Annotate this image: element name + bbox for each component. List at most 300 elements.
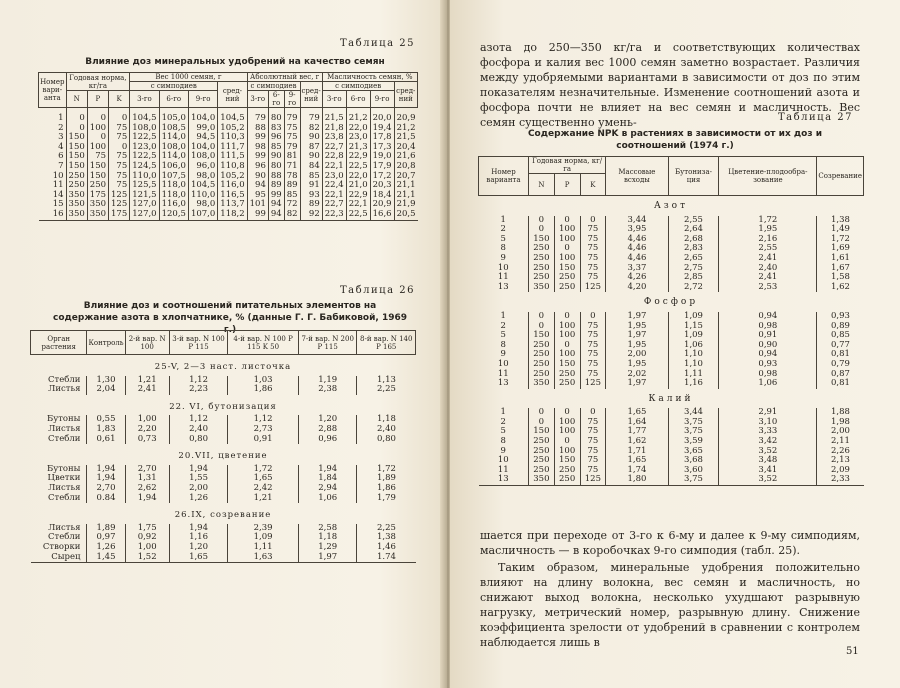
table-cell: 2,70 [87,484,125,494]
table-cell: 0,96 [298,435,357,445]
table27-h-n: N [529,174,555,196]
table-cell: 1,97 [298,553,357,563]
table-cell: 83 [268,124,284,134]
table-cell: 4,46 [606,244,668,254]
table-cell: 1,11 [668,370,719,380]
table-cell: 100 [554,350,580,360]
table-cell: 75 [580,331,606,341]
table-cell: 1,30 [87,376,125,386]
table-cell: 105,0 [159,108,188,124]
table-cell: 85 [268,143,284,153]
table-cell: 350 [529,379,555,389]
table-cell: 99 [268,191,284,201]
table27-h-k: K [580,174,606,196]
table-cell: 90 [268,152,284,162]
table26-title: Влияние доз и соотношений питательных элементов на содержание азота в хлопчатнике, % (данные Г. Г. Бабиковой, 1969 г.) [52,301,407,335]
table-cell: 13 [497,378,509,389]
table-cell: 150 [554,360,580,370]
table-cell: 75 [109,124,130,134]
table-cell: 1,18 [357,415,416,425]
table-cell: 150 [66,162,87,172]
table-cell: 4,20 [606,283,668,293]
table-cell: 10 [52,170,64,181]
table25-h-k: K [109,91,130,108]
table-cell: 125 [580,283,606,293]
table25-h-3: 3-го [247,91,268,108]
table-cell: 150 [554,456,580,466]
table-cell: 94 [268,210,284,220]
table-cell: 17,8 [370,133,394,143]
table-cell: 250 [529,244,555,254]
table-cell: 3,95 [606,225,668,235]
table25-h-seed: Вес 1000 семян, г [130,73,247,82]
table-cell: 75 [109,181,130,191]
table-cell: 5 [500,330,506,341]
table-cell: 2,55 [668,216,719,226]
table-cell: 1,21 [125,376,169,386]
table-cell: 91 [300,181,322,191]
table-row [39,108,418,124]
table-cell: 1,16 [668,379,719,389]
table-cell: 1,86 [228,385,299,395]
table-cell: 2,72 [668,283,719,293]
table-cell: 1,06 [668,341,719,351]
table25-h-dose: Годовая норма, кг/га [66,73,130,91]
table-cell: 1,95 [719,225,817,235]
table-cell: 2,39 [228,524,299,534]
table-cell: 13 [497,474,509,485]
table-cell: 1,63 [228,553,299,563]
table-cell: 0,93 [817,312,864,322]
table-cell: 0 [554,408,580,418]
table-cell: 3,33 [719,427,817,437]
table-row [31,474,416,484]
table-cell: 75 [580,264,606,274]
table-cell: 75 [580,254,606,264]
table-cell: 2,42 [228,484,299,494]
table-cell: 21,5 [322,108,346,124]
table-cell: 4,46 [606,235,668,245]
table-cell: 100 [554,254,580,264]
table-cell: 4,46 [606,254,668,264]
table-cell: 1,97 [606,331,668,341]
row-label: Бутоны [46,414,81,425]
table-cell: 0 [529,322,555,332]
section-title: 20.VII, цветение [178,451,268,462]
table-cell: 14 [52,189,64,200]
table25-h-sympod: с симподиев [247,82,300,91]
table-cell: 127,0 [130,200,159,210]
table-cell: 105,2 [218,124,247,134]
table25-h-n: N [66,91,87,108]
table27 [478,156,864,486]
row-label: Листья [48,384,81,395]
table-cell: 88 [247,124,268,134]
table-cell: 175 [109,210,130,220]
table-cell: 0,55 [87,415,125,425]
paragraph-bottom-1: шается при переходе от 3-го к 6-му и далее к 9-му симподиям, масличность — в коробочках 9-го симподия (табл. 25). [480,529,860,557]
table-cell: 1,98 [817,418,864,428]
table-cell: 3,52 [719,475,817,485]
table-cell: 8 [500,436,506,447]
table-cell: 3,59 [668,437,719,447]
table-cell: 99 [247,133,268,143]
table-cell: 94 [247,181,268,191]
table25-h-avg: сред-ний [218,82,247,108]
table-cell: 21,1 [394,191,417,201]
table-cell: 107,5 [159,172,188,182]
table-cell: 79 [247,108,268,124]
table27-h-mass: Массовые всходы [606,157,668,196]
table-cell: 1,13 [357,376,416,386]
table-cell: 10 [497,262,509,273]
table-cell: 150 [529,427,555,437]
table-cell: 21,0 [346,181,370,191]
table-cell: 250 [529,437,555,447]
table-cell: 104,5 [130,108,159,124]
table27-number: Таблица 27 [778,112,853,123]
table-cell: 0 [529,225,555,235]
table-cell: 2,26 [817,447,864,457]
table-cell: 250 [529,466,555,476]
table-cell: 20,8 [394,162,417,172]
table-row [479,312,864,322]
table-cell: 1,38 [357,533,416,543]
table25-title: Влияние доз минеральных удобрений на качество семян [85,57,385,67]
table-cell: 3,60 [668,466,719,476]
table-cell: 2,83 [668,244,719,254]
table-cell: 1,77 [606,427,668,437]
table-cell: 98,0 [188,172,217,182]
table-cell: 150 [529,331,555,341]
table-cell: 1,72 [817,235,864,245]
table-cell: 22,9 [346,152,370,162]
table-cell: 2,62 [125,484,169,494]
table-cell: 350 [66,210,87,220]
table-cell: 125 [109,191,130,201]
table-cell: 100 [554,235,580,245]
table-cell: 3 [58,132,64,143]
section-row [31,444,416,465]
table-cell: 2,00 [169,484,228,494]
table-cell: 108,0 [159,143,188,153]
table-cell: 2,00 [817,427,864,437]
table-cell: 80 [268,162,284,172]
table-cell: 5 [500,233,506,244]
table-cell: 150 [66,133,87,143]
table-cell: 75 [580,427,606,437]
table-row [31,376,416,386]
table-cell: 116,0 [218,181,247,191]
table-cell: 75 [87,152,108,162]
table-cell: 1,95 [606,322,668,332]
table-cell: 1,06 [298,494,357,504]
table-cell: 1,12 [169,415,228,425]
table-cell: 1,26 [87,543,125,553]
table-cell: 1,21 [228,494,299,504]
table-cell: 250 [529,341,555,351]
table-cell: 250 [529,447,555,457]
section-row [479,292,864,312]
table-cell: 1,97 [606,379,668,389]
table-cell: 2,58 [298,524,357,534]
table25-h-avg: сред-ний [394,82,417,108]
table-cell: 1,12 [228,415,299,425]
table-cell: 1,00 [125,415,169,425]
table-cell: 89 [268,181,284,191]
table-cell: 1,72 [357,465,416,475]
table-cell: 0,77 [817,341,864,351]
table-cell: 105,2 [218,172,247,182]
table-cell: 1,18 [298,533,357,543]
table27-h-bud: Бутониза-ция [668,157,719,196]
table-cell: 0,91 [228,435,299,445]
table-cell: 3,75 [668,475,719,485]
table-cell: 101 [247,200,268,210]
table-cell: 111,5 [218,152,247,162]
table-cell: 80 [268,108,284,124]
table-cell: 1,67 [817,264,864,274]
table-cell: 350 [66,191,87,201]
table-row [31,484,416,494]
table-cell: 22,1 [346,200,370,210]
table-cell: 22,8 [322,152,346,162]
row-label: Бутоны [46,463,81,474]
table-cell: 0,87 [817,370,864,380]
table-cell: 1,06 [719,379,817,389]
table-cell: 72 [284,200,300,210]
table-row [479,216,864,226]
table-cell: 1 [500,310,506,321]
table-cell: 1,49 [817,225,864,235]
table-cell: 1,58 [817,273,864,283]
table-cell: 0 [66,108,87,124]
table25-number: Таблица 25 [340,38,415,49]
table-cell: 1.74 [357,553,416,563]
table-cell: 0,93 [719,360,817,370]
table-cell: 2,41 [125,385,169,395]
table-row [31,465,416,475]
table25-h-oil: Масличность семян, % [322,73,417,82]
table-cell: 0 [109,108,130,124]
table-cell: 125 [580,475,606,485]
table-cell: 250 [529,254,555,264]
table-cell: 118,0 [159,191,188,201]
table-cell: 0 [87,133,108,143]
table-cell: 99,0 [188,124,217,134]
table-cell: 1,38 [817,216,864,226]
table-cell: 75 [284,124,300,134]
table-cell: 75 [580,322,606,332]
table-cell: 2,65 [668,254,719,264]
table-cell: 1,84 [298,474,357,484]
table-cell: 5 [500,426,506,437]
table-cell: 3,48 [719,456,817,466]
table25 [38,72,418,221]
table-cell: 250 [554,273,580,283]
row-label: Сырец [51,551,81,562]
table-cell: 92 [300,210,322,220]
table-row [479,475,864,485]
table-cell: 75 [580,370,606,380]
table-cell: 2,13 [817,456,864,466]
table-cell: 2,40 [169,425,228,435]
table25-h-6: 6-го [268,91,284,108]
section-title: Калий [648,393,694,404]
table-row [31,494,416,504]
table-cell: 1,80 [606,475,668,485]
table-cell: 78 [284,172,300,182]
table-cell: 125 [580,379,606,389]
table-cell: 3,68 [668,456,719,466]
table-cell: 90 [300,133,322,143]
table-cell: 1,65 [169,553,228,563]
table-cell: 89 [300,200,322,210]
table-cell: 0 [87,108,108,124]
table-cell: 11 [52,180,64,191]
table-cell: 20,9 [394,108,417,124]
row-label: Листья [48,423,81,434]
table-cell: 4,26 [606,273,668,283]
table-row [479,379,864,389]
table-cell: 79 [284,108,300,124]
table-cell: 124,5 [130,162,159,172]
table-cell: 96,0 [188,162,217,172]
table-cell: 75 [580,341,606,351]
table-cell: 20,0 [370,108,394,124]
section-title: 22. VI, бутонизация [169,401,277,412]
table-cell: 2 [500,224,506,235]
table-cell: 111,7 [218,143,247,153]
table-cell: 1,46 [357,543,416,553]
table-cell: 1,00 [125,543,169,553]
table-cell: 106,0 [159,162,188,172]
table-cell: 6 [58,151,64,162]
table-cell: 0,80 [357,435,416,445]
table-cell: 22,3 [322,210,346,220]
table-cell: 175 [87,191,108,201]
table-cell: 1,19 [298,376,357,386]
table-cell: 3,75 [668,427,719,437]
table-cell: 9 [500,252,506,263]
table-header-cell: 7-й вар. N 200 P 115 [298,331,357,355]
table-cell: 250 [66,181,87,191]
table-cell: 2,25 [357,385,416,395]
table-cell: 9 [500,445,506,456]
table-cell: 2,68 [668,235,719,245]
table-cell: 82 [284,210,300,220]
table-cell: 0,79 [817,360,864,370]
table-cell: 75 [580,418,606,428]
table-cell: 1,95 [606,360,668,370]
table-cell: 100 [554,225,580,235]
table-cell: 120,5 [159,210,188,220]
table-cell: 0 [554,341,580,351]
table-cell: 110,0 [188,191,217,201]
table-cell: 0,91 [719,331,817,341]
table-cell: 350 [87,200,108,210]
table-cell: 18,4 [370,191,394,201]
table-cell: 1,89 [357,474,416,484]
table-cell: 1,94 [87,474,125,484]
table-cell: 8 [500,339,506,350]
table-cell: 0 [66,124,87,134]
table-cell: 1,65 [228,474,299,484]
table-cell: 22,9 [346,191,370,201]
table-cell: 250 [529,273,555,283]
table-cell: 11 [497,464,509,475]
table-cell: 250 [529,370,555,380]
table-cell: 75 [580,235,606,245]
table-cell: 250 [554,466,580,476]
page-number: 51 [846,646,859,657]
table-cell: 250 [87,181,108,191]
table-cell: 23,8 [322,133,346,143]
table-cell: 100 [87,124,108,134]
table-cell: 20,7 [394,172,417,182]
row-label: Стебли [48,532,81,543]
table-cell: 0,73 [125,435,169,445]
table-cell: 1,72 [228,465,299,475]
table-cell: 1,94 [87,465,125,475]
table-cell: 75 [109,172,130,182]
table-cell: 1,64 [606,418,668,428]
table27-h-flower: Цветение-плодообра-зование [719,157,817,196]
table-cell: 1,03 [228,376,299,386]
table-cell: 20,4 [394,143,417,153]
table-cell: 114,0 [159,152,188,162]
table-cell: 150 [87,172,108,182]
table-cell: 75 [109,152,130,162]
table-cell: 15 [52,199,64,210]
table-cell: 16,6 [370,210,394,220]
table25-h-sympod: с симподиев [322,82,394,91]
table-cell: 2,41 [719,273,817,283]
table-cell: 0 [580,216,606,226]
table-cell: 22,7 [322,200,346,210]
table-cell: 1,09 [668,331,719,341]
table-cell: 75 [580,273,606,283]
row-label: Створки [42,541,81,552]
table-cell: 23,0 [346,133,370,143]
table-cell: 1,95 [606,341,668,351]
table-cell: 350 [529,283,555,293]
table-cell: 1,20 [169,543,228,553]
table-cell: 2 [500,416,506,427]
table-cell: 22,1 [322,191,346,201]
table-cell: 75 [284,133,300,143]
section-row [479,196,864,216]
table-cell: 2 [500,320,506,331]
table-cell: 23,0 [322,172,346,182]
table-cell: 3,10 [719,418,817,428]
table-cell: 104,0 [188,108,217,124]
table-cell: 99 [247,152,268,162]
table-cell: 17,9 [370,162,394,172]
table-cell: 0,98 [719,370,817,380]
table-cell: 122,5 [130,152,159,162]
table-cell: 121,5 [130,191,159,201]
table-cell: 350 [87,210,108,220]
table-cell: 0,94 [719,312,817,322]
table-cell: 2,02 [606,370,668,380]
table-cell: 0,94 [719,350,817,360]
table-cell: 7 [58,160,64,171]
table-cell: 10 [497,358,509,369]
table-cell: 75 [109,133,130,143]
table25-h-9: 9-го [284,91,300,108]
table-cell: 2,40 [719,264,817,274]
